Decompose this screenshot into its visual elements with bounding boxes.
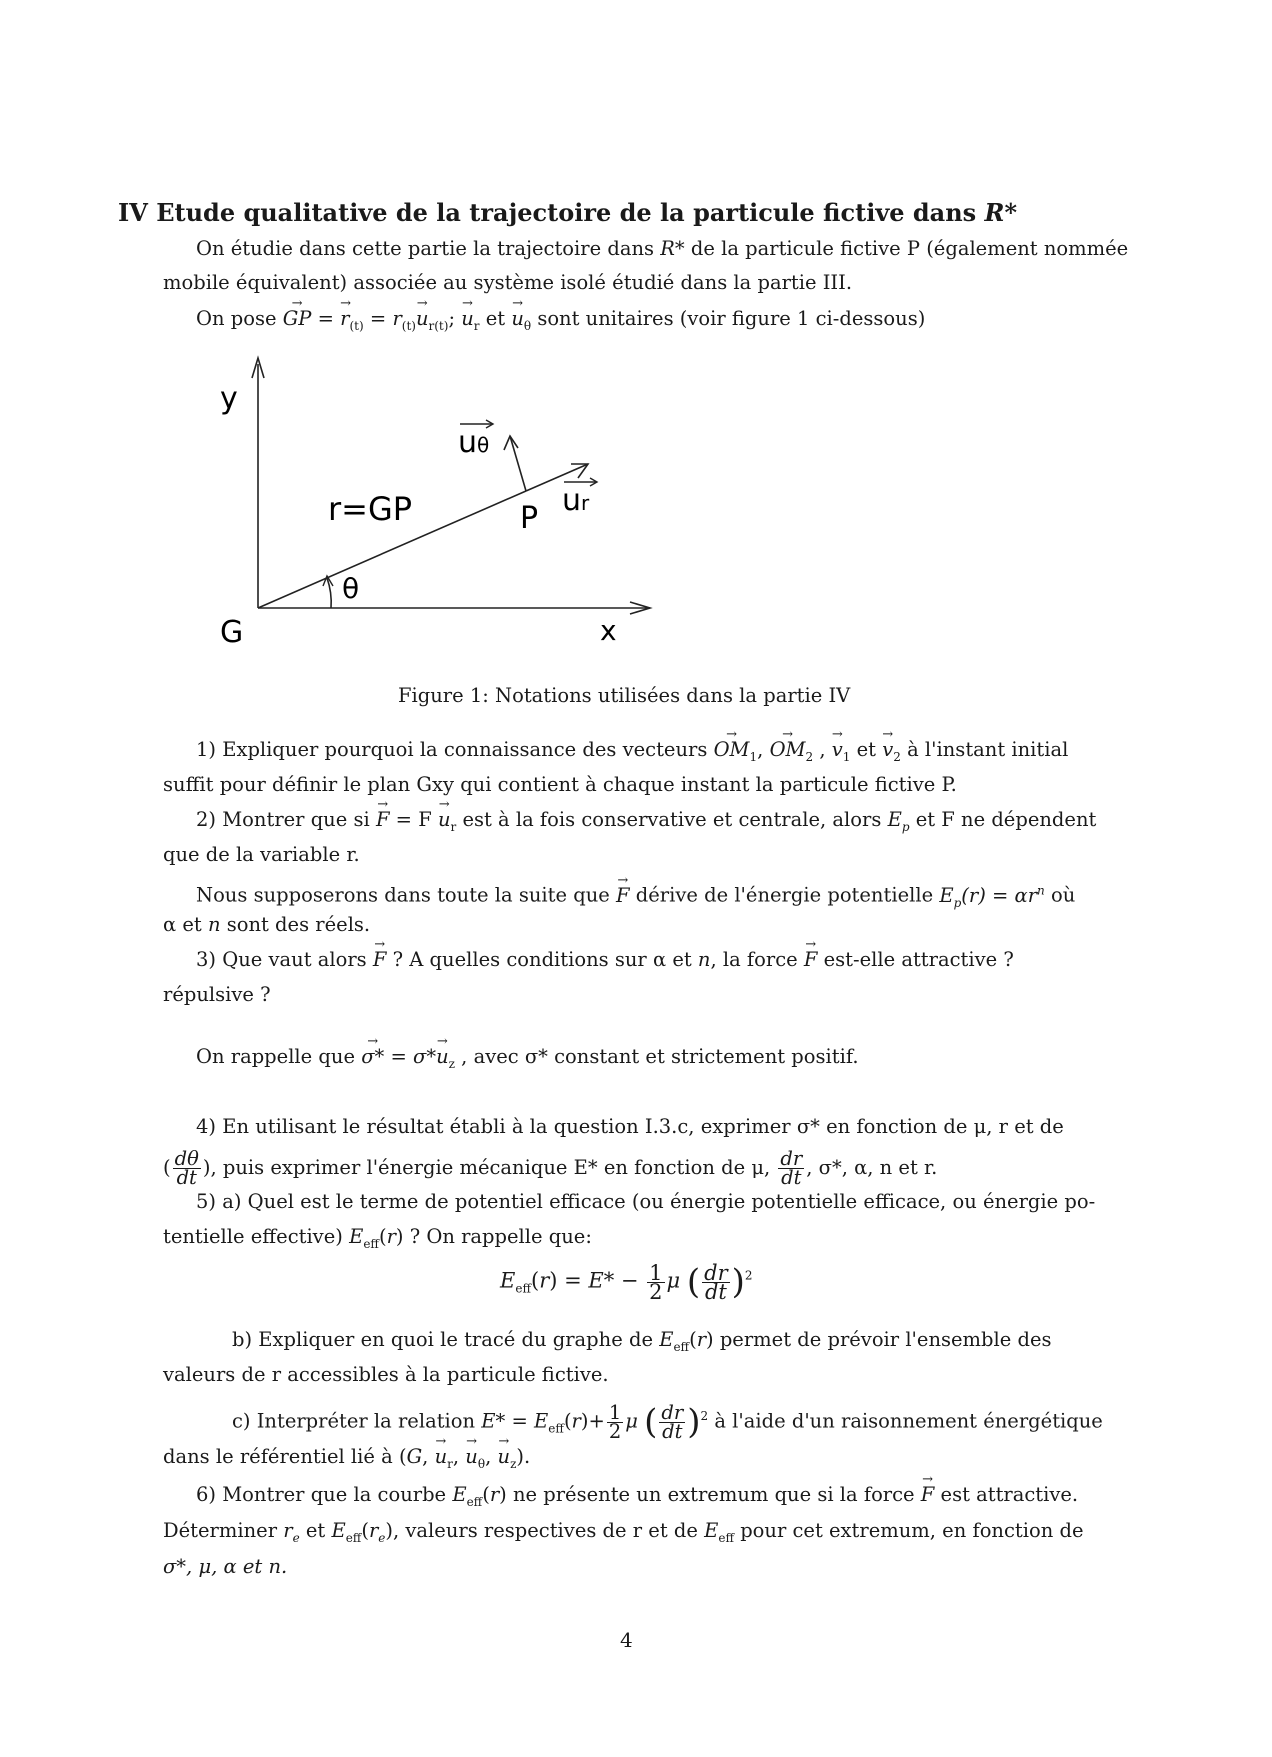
radius-label: r=GP [328,490,413,528]
recall-sigma-line: On rappelle que → $\sigma* = \sigma*\to u_z$ , avec σ* constant et strictement positif. [196,1040,859,1081]
q5b-line-2: valeurs de r accessibles à la particule fictive. [163,1363,609,1386]
q5c-line-1: c) Interpréter la relation $E* = E_{eff}(r)+$ $\frac{1}{2}$ μ ( $\frac{dr}{dt}$ )$^2$ à l'aide d'un raisonnement énergétique [232,1400,1103,1443]
figure-1-diagram [190,350,670,655]
utheta-arrowhead [504,436,518,450]
ur-label: ur [562,483,590,518]
y-axis-label: y [220,381,238,416]
q2-line-2: que de la variable r. [163,843,360,866]
hypothesis-line-1: Nous supposerons dans toute la suite que → F dérive de l'énergie potentielle $E_p(r) = \alpha r^n$ où [196,873,1075,919]
figure-caption: Figure 1: Notations utilisées dans la partie IV [398,684,851,707]
q4-line-1: 4) En utilisant le résultat établi à la question I.3.c, exprimer σ* en fonction de μ, r et de [196,1115,1064,1138]
section-number: IV [118,198,148,227]
utheta-label: uθ [458,425,490,460]
intro-line-3: On pose → GP = → $r_{(t)} = r_{(t)}\to u_{r(t)}$; → $u_r$ et → $u_\theta$ sont unitaires (voir figure 1 ci-dessous) [196,302,925,343]
q5a-line-1: 5) a) Quel est le terme de potentiel efficace (ou énergie potentielle efficace, ou énergie po- [196,1190,1096,1213]
x-axis-label: x [600,614,617,647]
point-label: P [520,501,539,536]
q2-line-1: 2) Montrer que si → $F = F \to u_r$ est à la fois conservative et centrale, alors $E_p$ et F ne dépendent [196,803,1096,844]
q5a-line-2: tentielle effective) $E_{eff}(r)$ ? On rappelle que: [163,1225,592,1251]
intro-line-2: mobile équivalent) associée au système isolé étudié dans la partie III. [163,271,853,294]
q5b-line-1: b) Expliquer en quoi le tracé du graphe de $E_{eff}(r)$ permet de prévoir l'ensemble des [232,1328,1052,1354]
intro-line-1: On étudie dans cette partie la trajectoire dans R* de la particule fictive P (également nommée [196,237,1129,260]
hypothesis-line-2: α et n sont des réels. [163,913,371,936]
q1-line-2: suffit pour définir le plan Gxy qui contient à chaque instant la particule fictive P. [163,773,957,796]
origin-label: G [220,615,244,650]
q6-line-3: σ*, μ, α et n. [163,1555,288,1578]
q6-line-1: 6) Montrer que la courbe $E_{eff}(r)$ ne présente un extremum que si la force → F est attractive. [196,1478,1078,1519]
q1-line-1: 1) Expliquer pourquoi la connaissance des vecteurs → $OM_1$, → $OM_2$ , → $v_1$ et → $v_2$ à l'instant initial [196,733,1068,774]
section-title-text: Etude qualitative de la trajectoire de la particule fictive dans [156,198,977,227]
q3-line-2: répulsive ? [163,983,271,1006]
q4-line-2: ( $\frac{d\theta}{dt}$ ), puis exprimer l'énergie mécanique E* en fonction de μ, $\frac{dr}{dt}$ , σ*, α, n et r. [163,1147,938,1189]
effective-energy-equation: $E_{eff}(r) = E*$ − $\frac{1}{2}$ μ ( $\frac{dr}{dt}$ )$^2$ [500,1260,753,1304]
q3-line-1: 3) Que vaut alors → F ? A quelles conditions sur α et n, la force → F est-elle attractive ? [196,943,1014,977]
section-heading [118,198,1017,227]
page-number: 4 [620,1628,633,1652]
utheta-vector [510,436,526,491]
angle-label: θ [342,572,360,605]
q6-line-2: Déterminer $r_e$ et $E_{eff}(r_e)$, valeurs respectives de r et de $E_{eff}$ pour cet extremum, en fonction de [163,1519,1084,1545]
frame-symbol: R* [984,198,1018,227]
q5c-line-2: dans le référentiel lié à (G, → $u_r$, → $u_\theta$, → $u_z$). [163,1440,530,1481]
